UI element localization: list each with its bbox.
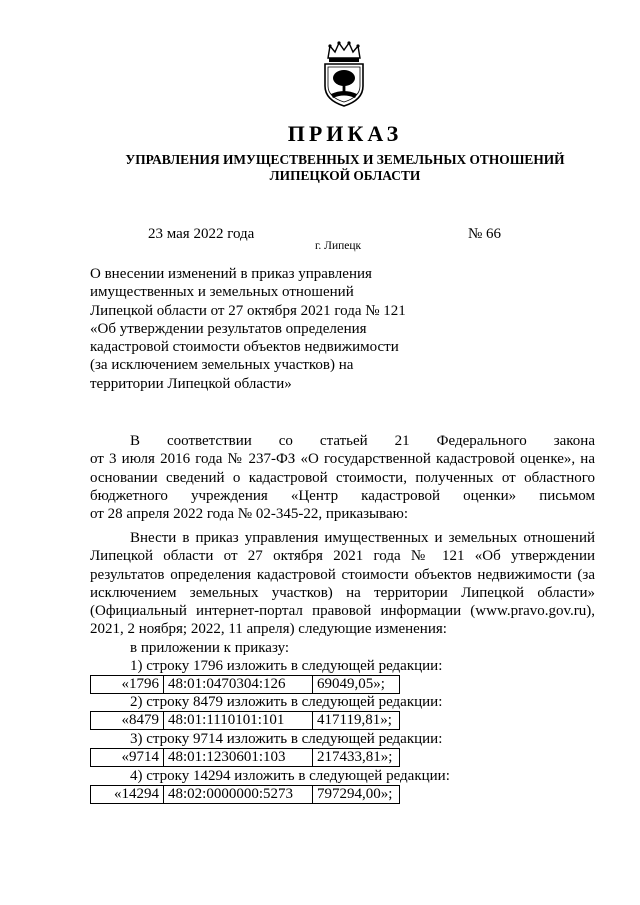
subject-line: Липецкой области от 27 октября 2021 года № 121 bbox=[90, 302, 406, 319]
table-row bbox=[91, 676, 400, 694]
cadastral-number-cell: 48:02:0000000:5273 bbox=[164, 786, 313, 804]
amendment-table bbox=[90, 711, 400, 730]
paragraph-line: от 3 июля 2016 года № 237-ФЗ «О государственной кадастровой оценке», на bbox=[90, 451, 595, 468]
paragraph-line: бюджетного учреждения «Центр кадастровой оценки» письмом bbox=[90, 487, 595, 504]
amendment-table bbox=[90, 675, 400, 694]
paragraph-line: от 28 апреля 2022 года № 02-345-22, приказываю: bbox=[90, 506, 409, 523]
preamble-paragraph bbox=[90, 432, 595, 523]
cadastral-value-cell: 417119,81»; bbox=[313, 712, 400, 730]
amendment-instruction: 4) строку 14294 изложить в следующей редакции: bbox=[130, 768, 450, 784]
document-date: 23 мая 2022 года bbox=[148, 226, 255, 242]
document-number: № 66 bbox=[468, 226, 502, 242]
cadastral-number-cell: 48:01:1230601:103 bbox=[164, 749, 313, 767]
subject-line: кадастровой стоимости объектов недвижимости bbox=[90, 339, 399, 356]
subject-line: О внесении изменений в приказ управления bbox=[90, 266, 372, 282]
paragraph-line: В соответствии со статьей 21 Федерального закона bbox=[130, 433, 595, 449]
row-number-cell: «8479 bbox=[91, 712, 164, 730]
paragraph-line: (Официальный интернет-портал правовой информации (www.pravo.gov.ru), bbox=[90, 603, 595, 620]
operative-paragraph bbox=[90, 529, 595, 639]
subject-line: территории Липецкой области» bbox=[90, 375, 292, 392]
table-row bbox=[91, 786, 400, 804]
amendment-table bbox=[90, 785, 400, 804]
subject-line: «Об утверждении результатов определения bbox=[90, 320, 367, 337]
order-subject bbox=[90, 265, 420, 393]
row-number-cell: «14294 bbox=[91, 786, 164, 804]
table-row bbox=[91, 749, 400, 767]
document-city: г. Липецк bbox=[315, 240, 362, 252]
appendix-intro: в приложении к приказу: bbox=[130, 640, 290, 656]
paragraph-line: исключением земельных участков) на территории Липецкой области» bbox=[90, 584, 595, 601]
paragraph-line: результатов определения кадастровой стоимости объектов недвижимости (за bbox=[90, 566, 595, 583]
issuing-authority bbox=[100, 152, 590, 183]
paragraph-line: Внести в приказ управления имущественных и земельных отношений bbox=[130, 530, 595, 546]
amendment-instruction: 3) строку 9714 изложить в следующей редакции: bbox=[130, 731, 443, 747]
amendment-instruction: 2) строку 8479 изложить в следующей редакции: bbox=[130, 694, 443, 710]
cadastral-value-cell: 217433,81»; bbox=[313, 749, 400, 767]
authority-line-2: ЛИПЕЦКОЙ ОБЛАСТИ bbox=[269, 167, 421, 183]
subject-line: имущественных и земельных отношений bbox=[90, 284, 354, 301]
coat-of-arms-emblem bbox=[318, 40, 370, 108]
subject-line: (за исключением земельных участков) на bbox=[90, 357, 354, 374]
authority-line-1: УПРАВЛЕНИЯ ИМУЩЕСТВЕННЫХ И ЗЕМЕЛЬНЫХ ОТНОШЕНИЙ bbox=[125, 152, 565, 167]
paragraph-line: 2021, 2 ноября; 2022, 11 апреля) следующие изменения: bbox=[90, 621, 447, 638]
table-row bbox=[91, 712, 400, 730]
amendment-instruction: 1) строку 1796 изложить в следующей редакции: bbox=[130, 658, 443, 674]
row-number-cell: «1796 bbox=[91, 676, 164, 694]
paragraph-line: основании сведений о кадастровой стоимости, полученных от областного bbox=[90, 469, 595, 486]
cadastral-value-cell: 797294,00»; bbox=[313, 786, 400, 804]
cadastral-number-cell: 48:01:0470304:126 bbox=[164, 676, 313, 694]
cadastral-number-cell: 48:01:1110101:101 bbox=[164, 712, 313, 730]
cadastral-value-cell: 69049,05»; bbox=[313, 676, 400, 694]
row-number-cell: «9714 bbox=[91, 749, 164, 767]
amendment-table bbox=[90, 748, 400, 767]
document-title: ПРИКАЗ bbox=[287, 121, 403, 146]
paragraph-line: Липецкой области от 27 октября 2021 года № 121 «Об утверждении bbox=[90, 548, 595, 565]
